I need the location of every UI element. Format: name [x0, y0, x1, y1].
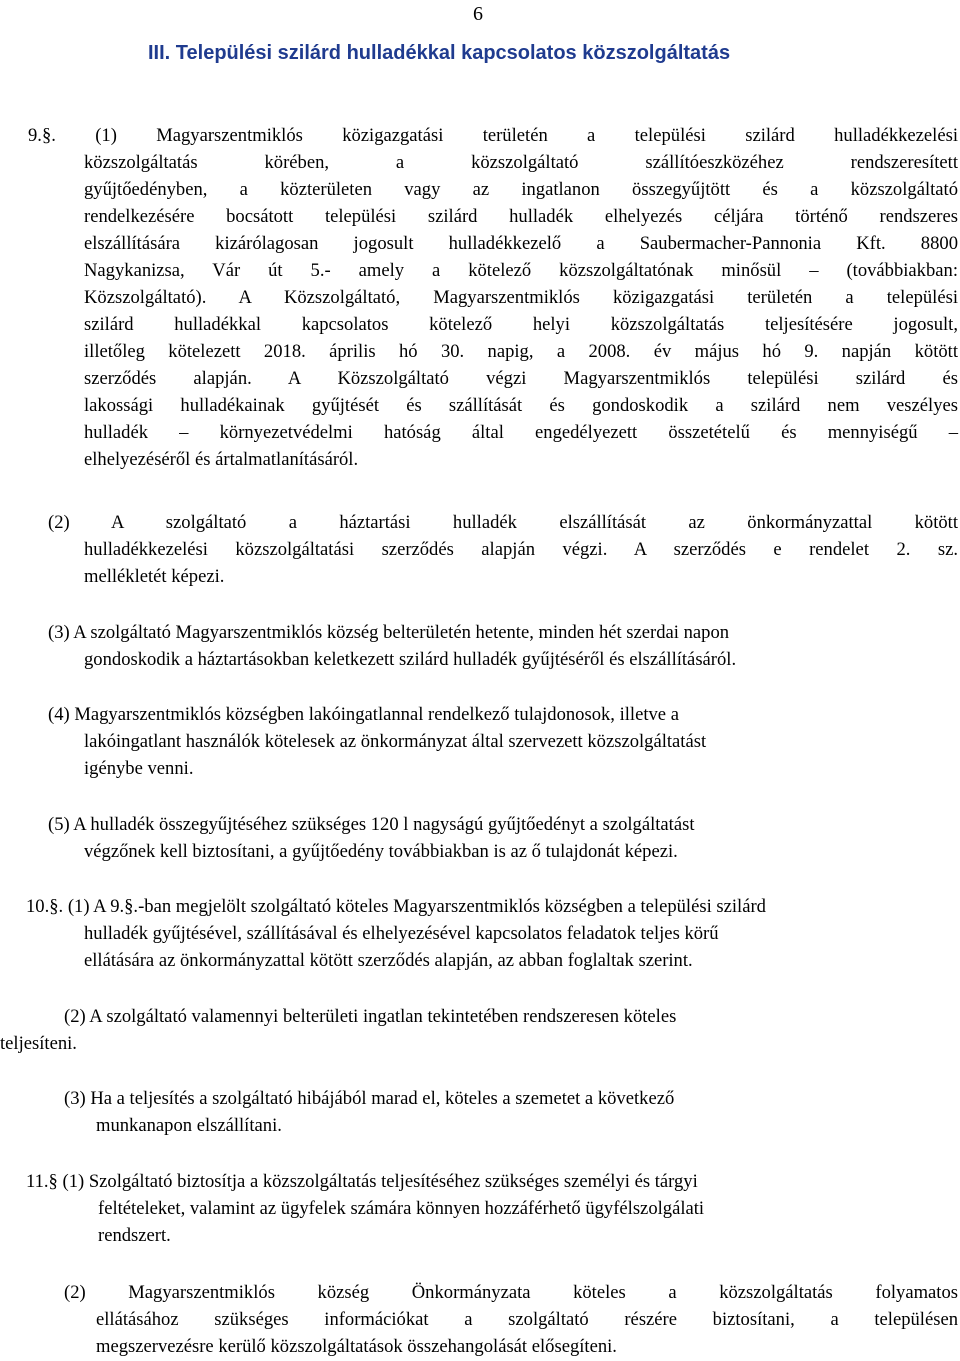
paragraph-9-4	[48, 701, 958, 782]
text-line: végzőnek kell biztosítani, a gyűjtőedény továbbiakban is az ő tulajdonát képezi.	[84, 841, 678, 862]
text-line: (2) A szolgáltató valamennyi belterületi ingatlan tekintetében rendszeresen köteles	[64, 1006, 677, 1027]
text-line: szerződés alapján. A Közszolgáltató végzi Magyarszentmiklós települési szilárd és	[84, 368, 958, 389]
section-heading: III. Települési szilárd hulladékkal kapcsolatos közszolgáltatás	[148, 42, 731, 64]
paragraph-10-3	[64, 1085, 958, 1139]
text-line: hulladékkezelési közszolgáltatási szerződés alapján végzi. A szerződés e rendelet 2. sz.	[84, 539, 958, 560]
text-line: Közszolgáltató). A Közszolgáltató, Magyarszentmiklós közigazgatási területén a települési	[84, 287, 958, 308]
text-line: ellátására az önkormányzattal kötött szerződés alapján, az abban foglaltak szerint.	[84, 950, 693, 971]
page-number: 6	[473, 3, 483, 25]
text-line: szilárd hulladékkal kapcsolatos kötelező helyi közszolgáltatás teljesítésére jogosult,	[84, 314, 958, 335]
text-line: közszolgáltatás körében, a közszolgáltató szállítóeszközéhez rendszeresített	[84, 152, 958, 173]
paragraph-9-3	[48, 619, 958, 673]
paragraph-9-1	[28, 122, 958, 473]
text-line: elszállítására kizárólagosan jogosult hulladékkezelő a Saubermacher-Pannonia Kft. 8800	[84, 233, 958, 254]
text-line: elhelyezéséről és ártalmatlanításáról.	[84, 449, 359, 470]
text-line: hulladék – környezetvédelmi hatóság által engedélyezett összetételű és mennyiségű –	[84, 422, 958, 443]
text-line: ellátásához szükséges információkat a szolgáltató részére biztosítani, a településen	[96, 1309, 958, 1330]
text-line: 11.§ (1) Szolgáltató biztosítja a közszolgáltatás teljesítéséhez szükséges személyi és tárgyi	[26, 1171, 698, 1192]
text-line: (5) A hulladék összegyűjtéséhez szükséges 120 l nagyságú gyűjtőedényt a szolgáltatást	[48, 814, 695, 835]
text-line: lakóingatlant használók kötelesek az önkormányzat által szervezett közszolgáltatást	[84, 731, 707, 752]
text-line: (2) A szolgáltató a háztartási hulladék elszállítását az önkormányzattal kötött	[48, 512, 958, 533]
text-line: teljesíteni.	[0, 1033, 77, 1054]
text-line: rendelkezésére bocsátott települési szilárd hulladék elhelyezés céljára történő rendszeres	[84, 206, 958, 227]
text-line: 9.§. (1) Magyarszentmiklós közigazgatási területén a települési szilárd hulladékkezelési	[28, 125, 958, 146]
paragraph-9-5	[48, 811, 958, 865]
text-line: 10.§. (1) A 9.§.-ban megjelölt szolgáltató köteles Magyarszentmiklós községben a települési szilárd	[26, 896, 766, 917]
text-line: illetőleg kötelezett 2018. április hó 30. napig, a 2008. év május hó 9. napján kötött	[84, 341, 958, 362]
text-line: Nagykanizsa, Vár út 5.- amely a kötelező közszolgáltatónak minősül – (továbbiakban:	[84, 260, 958, 281]
text-line: mellékletét képezi.	[84, 566, 225, 587]
text-line: megszervezésre kerülő közszolgáltatások összehangolását elősegíteni.	[96, 1336, 617, 1357]
paragraph-9-2	[48, 509, 958, 590]
text-line: munkanapon elszállítani.	[96, 1115, 282, 1136]
paragraph-10-1	[26, 893, 958, 974]
paragraph-10-2	[0, 1003, 958, 1057]
text-line: gondoskodik a háztartásokban keletkezett szilárd hulladék gyűjtéséről és elszállításáról.	[84, 649, 737, 670]
paragraph-11-2	[64, 1279, 958, 1360]
text-line: (4) Magyarszentmiklós községben lakóingatlannal rendelkező tulajdonosok, illetve a	[48, 704, 679, 725]
text-line: (3) Ha a teljesítés a szolgáltató hibájából marad el, köteles a szemetet a következő	[64, 1088, 675, 1109]
text-line: (3) A szolgáltató Magyarszentmiklós község belterületén hetente, minden hét szerdai napon	[48, 622, 730, 643]
text-line: feltételeket, valamint az ügyfelek számára könnyen hozzáférhető ügyfélszolgálati	[98, 1198, 705, 1219]
text-line: (2) Magyarszentmiklós község Önkormányzata köteles a közszolgáltatás folyamatos	[64, 1282, 958, 1303]
text-line: lakossági hulladékainak gyűjtését és szállítását és gondoskodik a szilárd nem veszélyes	[84, 395, 958, 416]
text-line: hulladék gyűjtésével, szállításával és elhelyezésével kapcsolatos feladatok teljes körű	[84, 923, 719, 944]
text-line: gyűjtőedényben, a közterületen vagy az ingatlanon összegyűjtött és a közszolgáltató	[84, 179, 958, 200]
paragraph-11-1	[26, 1168, 958, 1249]
text-line: rendszert.	[98, 1225, 171, 1246]
text-line: igénybe venni.	[84, 758, 194, 779]
